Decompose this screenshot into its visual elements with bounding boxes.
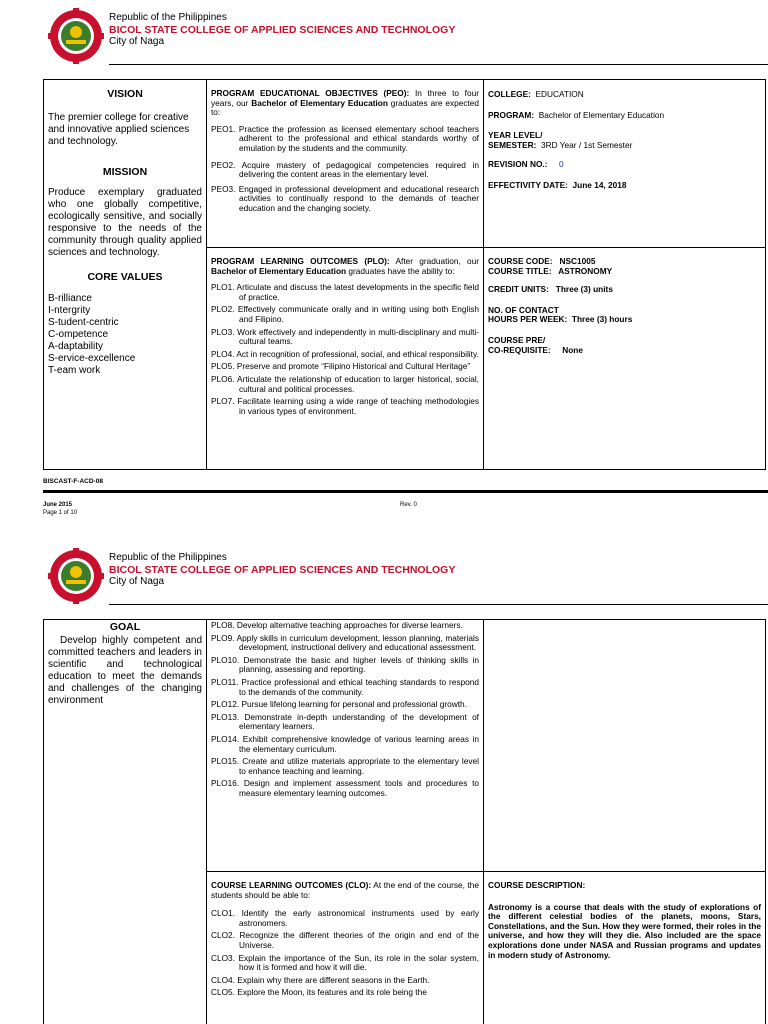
course-code-row: COURSE CODE: NSC1005 bbox=[488, 256, 596, 266]
vision-text: The premier college for creative and innovative applied sciences and technology. bbox=[48, 111, 190, 147]
core-values-list bbox=[48, 293, 202, 377]
footer-date: June 2015 bbox=[43, 502, 73, 508]
footer-rule bbox=[43, 490, 768, 493]
peo-item: PEO3. Engaged in professional development and educational research activities to continually respond to the demands of teacher education and the changing society. bbox=[211, 183, 479, 213]
header-rule bbox=[109, 64, 768, 65]
credit-units-row: CREDIT UNITS: Three (3) units bbox=[488, 284, 613, 295]
clo-item: CLO2. Recognize the different theories of the origin and end of the Universe. bbox=[211, 930, 479, 950]
mission-text: Produce exemplary graduated who one globally competitive, ecologically sensitive, and socially responsive to the needs of the community through quality applied sciences and technology. bbox=[48, 187, 202, 259]
footer-page: Page 1 of 10 bbox=[43, 510, 78, 516]
clo-intro: COURSE LEARNING OUTCOMES (CLO): At the end of the course, the students should be able to: bbox=[211, 880, 480, 900]
plo-item: PLO3. Work effectively and independently in multi-disciplinary and multi-cultural teams. bbox=[211, 326, 479, 347]
course-title-row: COURSE TITLE: ASTRONOMY bbox=[488, 265, 613, 276]
revision-row: REVISION NO.: 0 bbox=[488, 159, 564, 170]
contact-hours-row: NO. OF CONTACT HOURS PER WEEK: Three (3) hours bbox=[488, 304, 633, 325]
plo-item: PLO6. Articulate the relationship of education to larger historical, social, cultural and political processes. bbox=[211, 373, 479, 394]
plo-intro: PROGRAM LEARNING OUTCOMES (PLO): After graduation, our Bachelor of Elementary Education graduates have the ability to: bbox=[211, 256, 479, 276]
plo-item: PLO9. Apply skills in curriculum development, lesson planning, materials development, instructional delivery and educational assessment. bbox=[211, 632, 479, 653]
plo-item: PLO8. Develop alternative teaching approaches for diverse learners. bbox=[211, 620, 463, 630]
college-name: BICOL STATE COLLEGE OF APPLIED SCIENCES AND TECHNOLOGY bbox=[109, 24, 456, 36]
clo-item: CLO3. Explain the importance of the Sun, its role in the solar system, how it is formed and how it will die. bbox=[211, 952, 479, 973]
vmc-cell bbox=[44, 80, 207, 470]
empty-cell bbox=[484, 620, 766, 872]
plo-item: PLO5. Preserve and promote “Filipino Historical and Cultural Heritage” bbox=[211, 361, 471, 372]
plo-item: PLO10. Demonstrate the basic and higher levels of thinking skills in planning, assessing and reporting. bbox=[211, 654, 479, 675]
plo-item: PLO12. Pursue lifelong learning for personal and professional growth. bbox=[211, 699, 467, 710]
peo-cell bbox=[207, 80, 484, 248]
core-value: T-eam work bbox=[48, 364, 101, 376]
core-value: S-ervice-excellence bbox=[48, 352, 136, 364]
core-value: A-daptability bbox=[48, 340, 104, 352]
peo-item: PEO1. Practice the profession as licensed elementary school teachers adherent to the professional and ethical standards worthy of emulation by the students and the community. bbox=[211, 123, 479, 153]
plo-cell bbox=[207, 248, 484, 470]
letterhead bbox=[0, 540, 768, 612]
program-info-cell bbox=[484, 80, 766, 248]
plo-item: PLO4. Act in recognition of professional, social, and ethical responsibility. bbox=[211, 348, 479, 359]
city-text: City of Naga bbox=[109, 36, 165, 47]
core-value: S-tudent-centric bbox=[48, 316, 119, 328]
college-row: COLLEGE: EDUCATION bbox=[488, 89, 584, 99]
core-values-title: CORE VALUES bbox=[87, 271, 163, 284]
goal-text: Develop highly competent and committed teachers and leaders in scientific and technological education to meet the demands and challenges of the changing environment bbox=[48, 634, 202, 706]
syllabus-table-2 bbox=[43, 619, 766, 1024]
page-2 bbox=[0, 540, 768, 1024]
city-text: City of Naga bbox=[109, 576, 165, 587]
republic-text: Republic of the Philippines bbox=[109, 12, 227, 23]
peo-intro: PROGRAM EDUCATIONAL OBJECTIVES (PEO): In three to four years, our Bachelor of Elementary Education graduates are expected to: bbox=[211, 88, 480, 118]
republic-text: Republic of the Philippines bbox=[109, 552, 227, 563]
plo-item: PLO7. Facilitate learning using a wide range of teaching methodologies in various types of environment. bbox=[211, 396, 479, 416]
goal-cell bbox=[44, 620, 207, 1024]
syllabus-table-1 bbox=[43, 79, 766, 470]
core-value: C-ompetence bbox=[48, 328, 109, 340]
course-description-text: Astronomy is a course that deals with the study of explorations of the different celestial bodies of the planets, moons, Stars, Constellations, and the Sun. How they were formed, their roles in the universe, and how they will they die. Also included are the space explorations done under NASA and Russian programs and updates in modern study of Astronomy. bbox=[488, 901, 761, 960]
course-description-cell bbox=[484, 872, 766, 1024]
course-info-cell bbox=[484, 248, 766, 470]
header-rule bbox=[109, 604, 768, 605]
doc-number: BISCAST-F-ACD-08 bbox=[43, 478, 103, 485]
plo-item: PLO2. Effectively communicate orally and in writing using both English and Filipino. bbox=[211, 304, 479, 324]
plo-item: PLO16. Design and implement assessment tools and procedures to measure elementary learning outcomes. bbox=[211, 778, 479, 798]
footer-rev: Rev. 0 bbox=[400, 502, 417, 508]
letterhead bbox=[0, 0, 768, 72]
college-seal-icon bbox=[48, 8, 104, 64]
plo-item: PLO14. Exhibit comprehensive knowledge of various learning areas in the elementary curriculum. bbox=[211, 733, 479, 754]
plo-item: PLO13. Demonstrate in-depth understanding of the development of elementary learners. bbox=[211, 711, 479, 732]
college-seal-icon bbox=[48, 548, 104, 604]
core-value: I-ntergrity bbox=[48, 304, 91, 316]
effectivity-row: EFFECTIVITY DATE: June 14, 2018 bbox=[488, 179, 627, 190]
mission-title: MISSION bbox=[102, 165, 148, 178]
clo-cell bbox=[207, 872, 484, 1024]
vision-title: VISION bbox=[107, 88, 143, 100]
course-description-title: COURSE DESCRIPTION: bbox=[488, 880, 586, 890]
plo-continued-cell bbox=[207, 620, 484, 872]
year-level-row: YEAR LEVEL/ SEMESTER: 3RD Year / 1st Semester bbox=[488, 130, 633, 150]
clo-item: CLO1. Identify the early astronomical instruments used by early astronomers. bbox=[211, 908, 479, 928]
clo-item: CLO5. Explore the Moon, its features and its role being the bbox=[211, 987, 427, 998]
core-value: B-rilliance bbox=[48, 292, 92, 304]
plo-item: PLO1. Articulate and discuss the latest developments in the specific field of practice. bbox=[211, 282, 479, 302]
prerequisite-row: COURSE PRE/ CO-REQUISITE: None bbox=[488, 334, 583, 355]
peo-item: PEO2. Acquire mastery of pedagogical competencies required in delivering the content areas in the elementary level. bbox=[211, 159, 479, 180]
clo-item: CLO4. Explain why there are different seasons in the Earth. bbox=[211, 974, 430, 985]
plo-item: PLO15. Create and utilize materials appropriate to the elementary level to enhance teaching and learning. bbox=[211, 756, 479, 776]
plo-item: PLO11. Practice professional and ethical teaching standards to respond to the demands of the community. bbox=[211, 676, 479, 697]
goal-title: GOAL bbox=[109, 621, 141, 633]
program-row: PROGRAM: Bachelor of Elementary Education bbox=[488, 109, 665, 120]
college-name: BICOL STATE COLLEGE OF APPLIED SCIENCES AND TECHNOLOGY bbox=[109, 564, 456, 576]
